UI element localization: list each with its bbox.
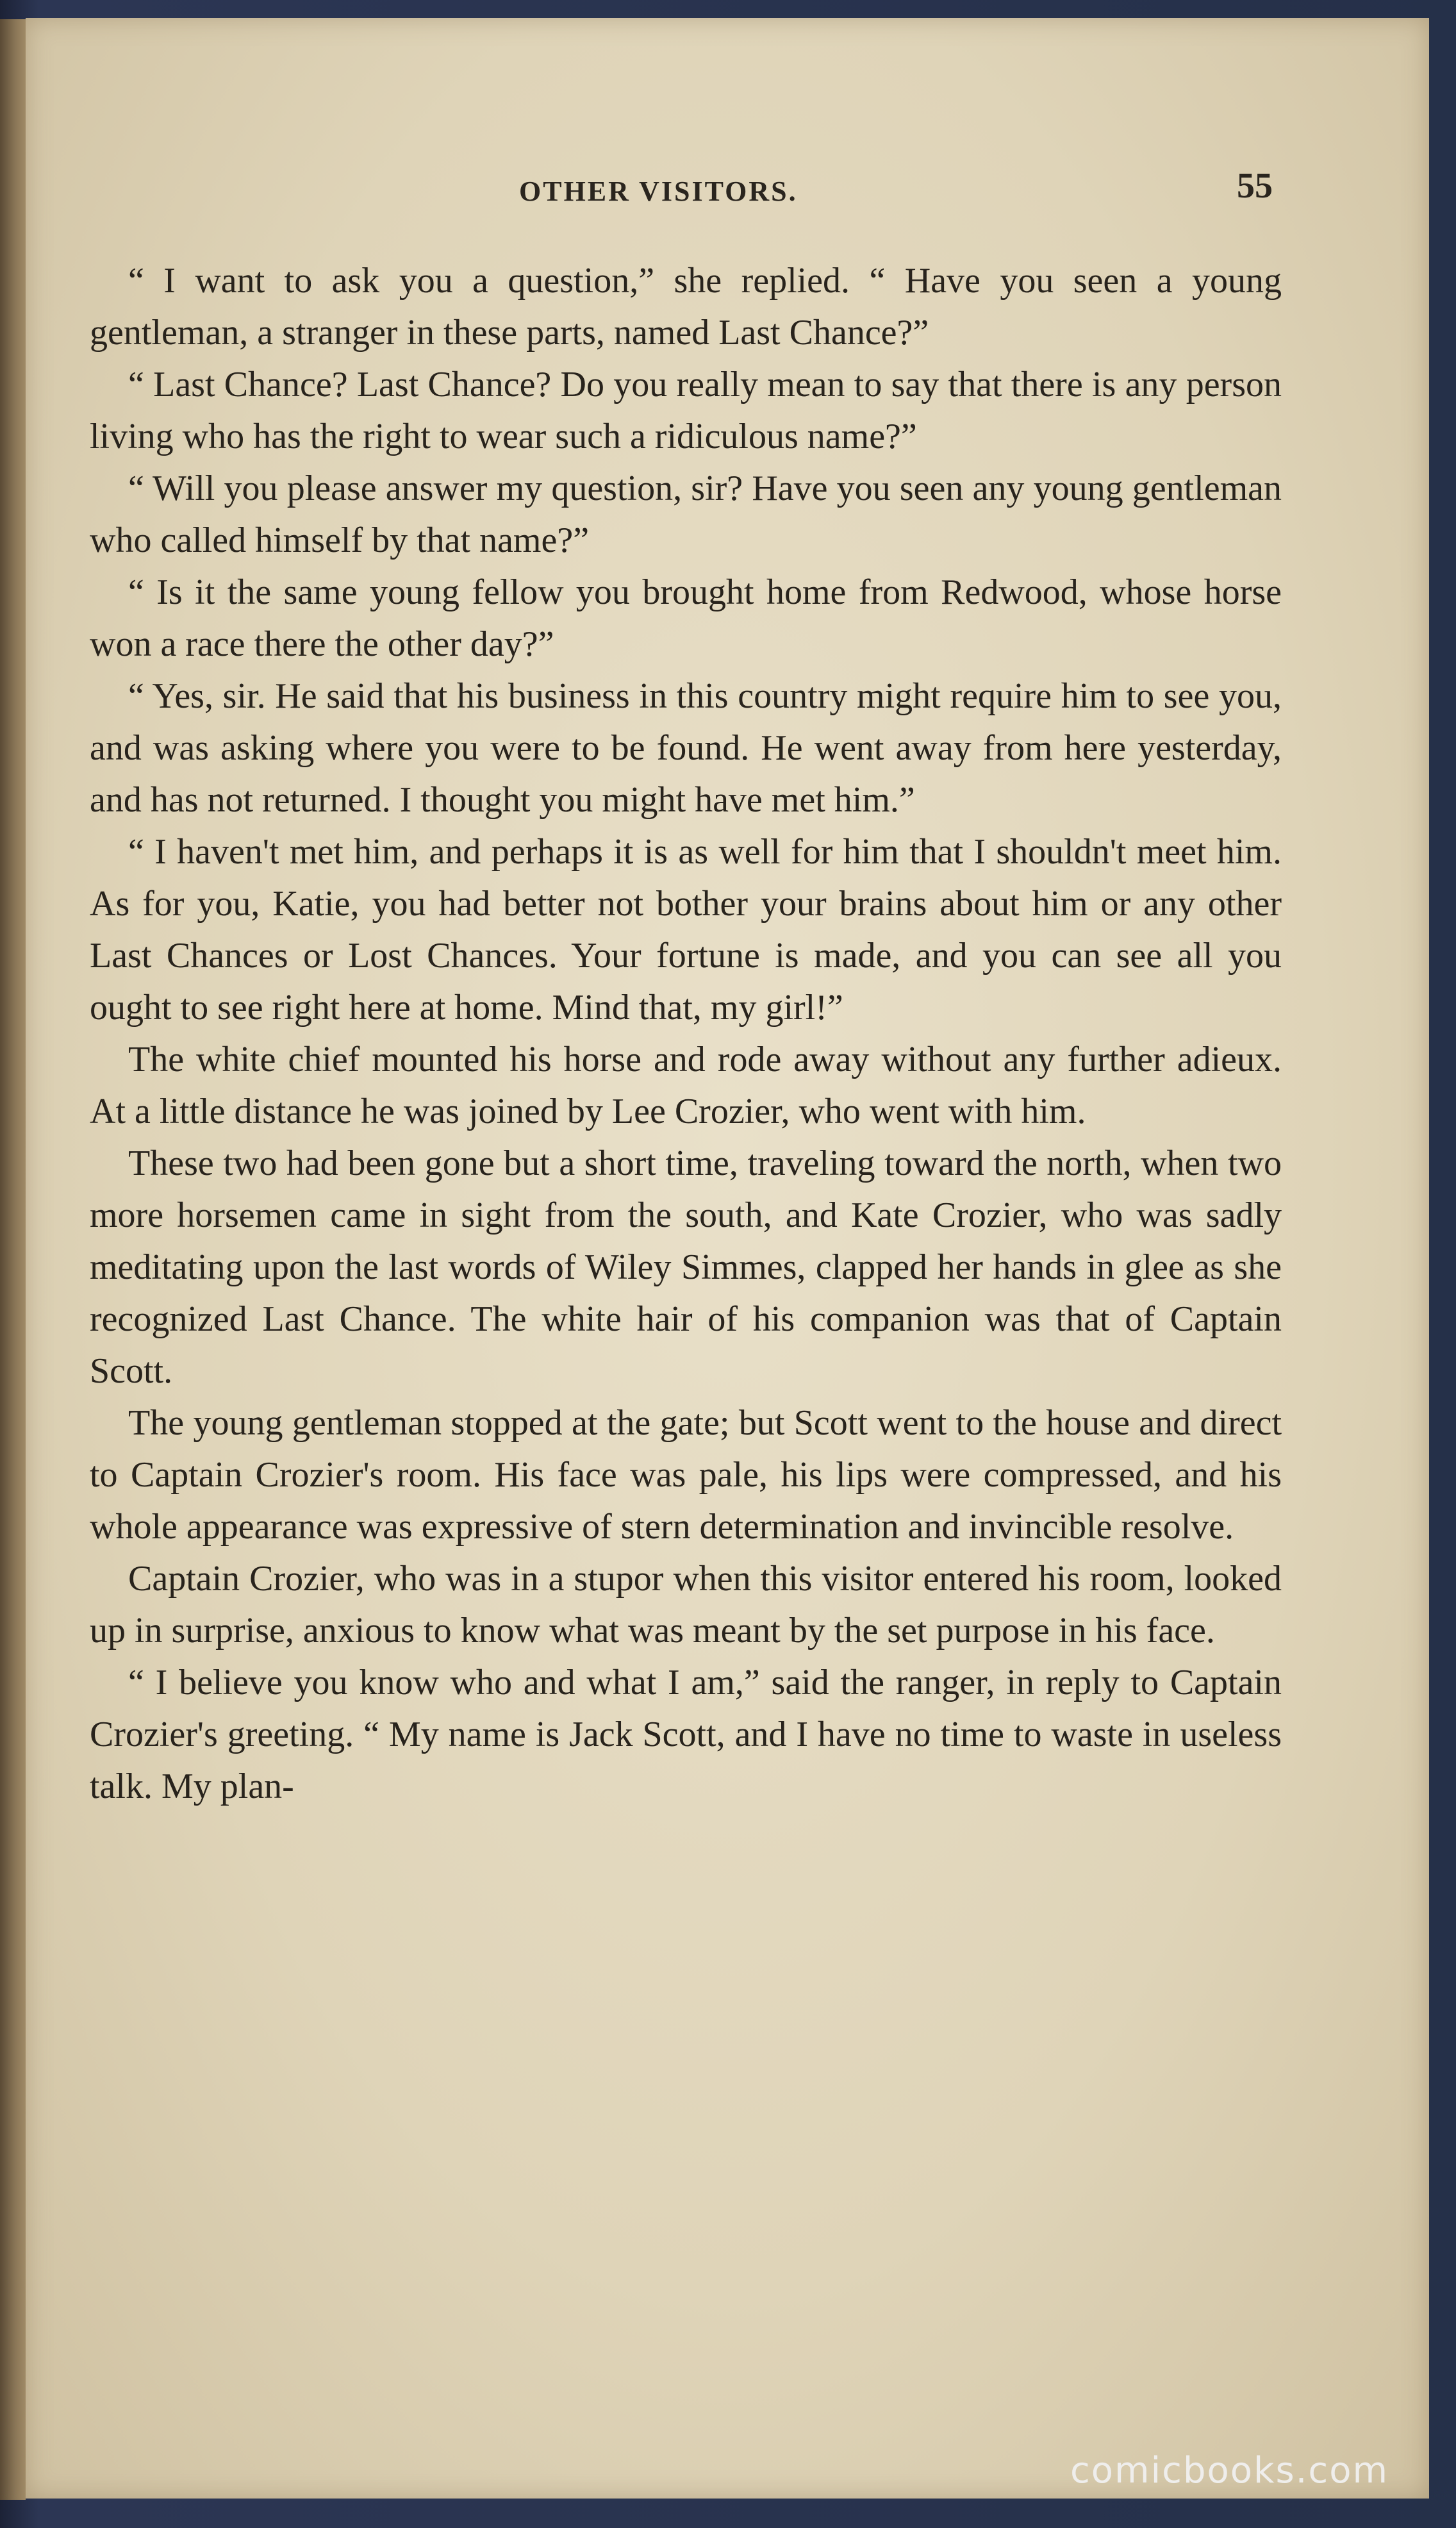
page-number: 55 [1237,166,1273,206]
paragraph: “ Last Chance? Last Chance? Do you really mean to say that there is any person living who has the right to wear such a ridiculous name?” [90,365,1282,456]
paragraph: The young gentleman stopped at the gate; but Scott went to the house and direct to Captain Crozier's room. His face was pale, his lips were compressed, and his whole appearance was expressive of stern determination and invincible resolve. [90,1403,1282,1547]
book-binding-edge [0,19,26,2500]
site-watermark: comicbooks.com [1070,2450,1389,2491]
paragraph: “ Yes, sir. He said that his business in this country might require him to see you, and was asking where you were to be found. He went away from here yesterday, and has not returned. I thought you might have met him.” [90,676,1282,820]
running-head: OTHER VISITORS. [519,176,798,207]
paragraph: “ Will you please answer my question, sir? Have you seen any young gentleman who called himself by that name?” [90,469,1282,560]
paragraph: “ I want to ask you a question,” she replied. “ Have you seen a young gentleman, a stranger in these parts, named Last Chance?” [90,261,1282,353]
paragraph: These two had been gone but a short time, traveling toward the north, when two more horsemen came in sight from the south, and Kate Crozier, who was sadly meditating upon the last words of Wiley Simmes, clapped her hands in glee as she recognized Last Chance. The white hair of his companion was that of Captain Scott. [90,1143,1282,1391]
body-text [90,255,1282,1813]
paragraph: The white chief mounted his horse and rode away without any further adieux. At a little distance he was joined by Lee Crozier, who went with him. [90,1040,1282,1131]
paragraph: Captain Crozier, who was in a stupor when this visitor entered his room, looked up in surprise, anxious to know what was meant by the set purpose in his face. [90,1559,1282,1651]
paragraph: “ I believe you know who and what I am,” said the ranger, in reply to Captain Crozier's greeting. “ My name is Jack Scott, and I have no time to waste in useless talk. My plan- [90,1663,1282,1806]
paragraph: “ I haven't met him, and perhaps it is as well for him that I shouldn't meet him. As for you, Katie, you had better not bother your brains about him or any other Last Chances or Lost Chances. Your fortune is made, and you can see all you ought to see right here at home. Mind that, my girl!” [90,832,1282,1027]
paragraph: “ Is it the same young fellow you brought home from Redwood, whose horse won a race there the other day?” [90,572,1282,664]
book-page [26,18,1429,2499]
